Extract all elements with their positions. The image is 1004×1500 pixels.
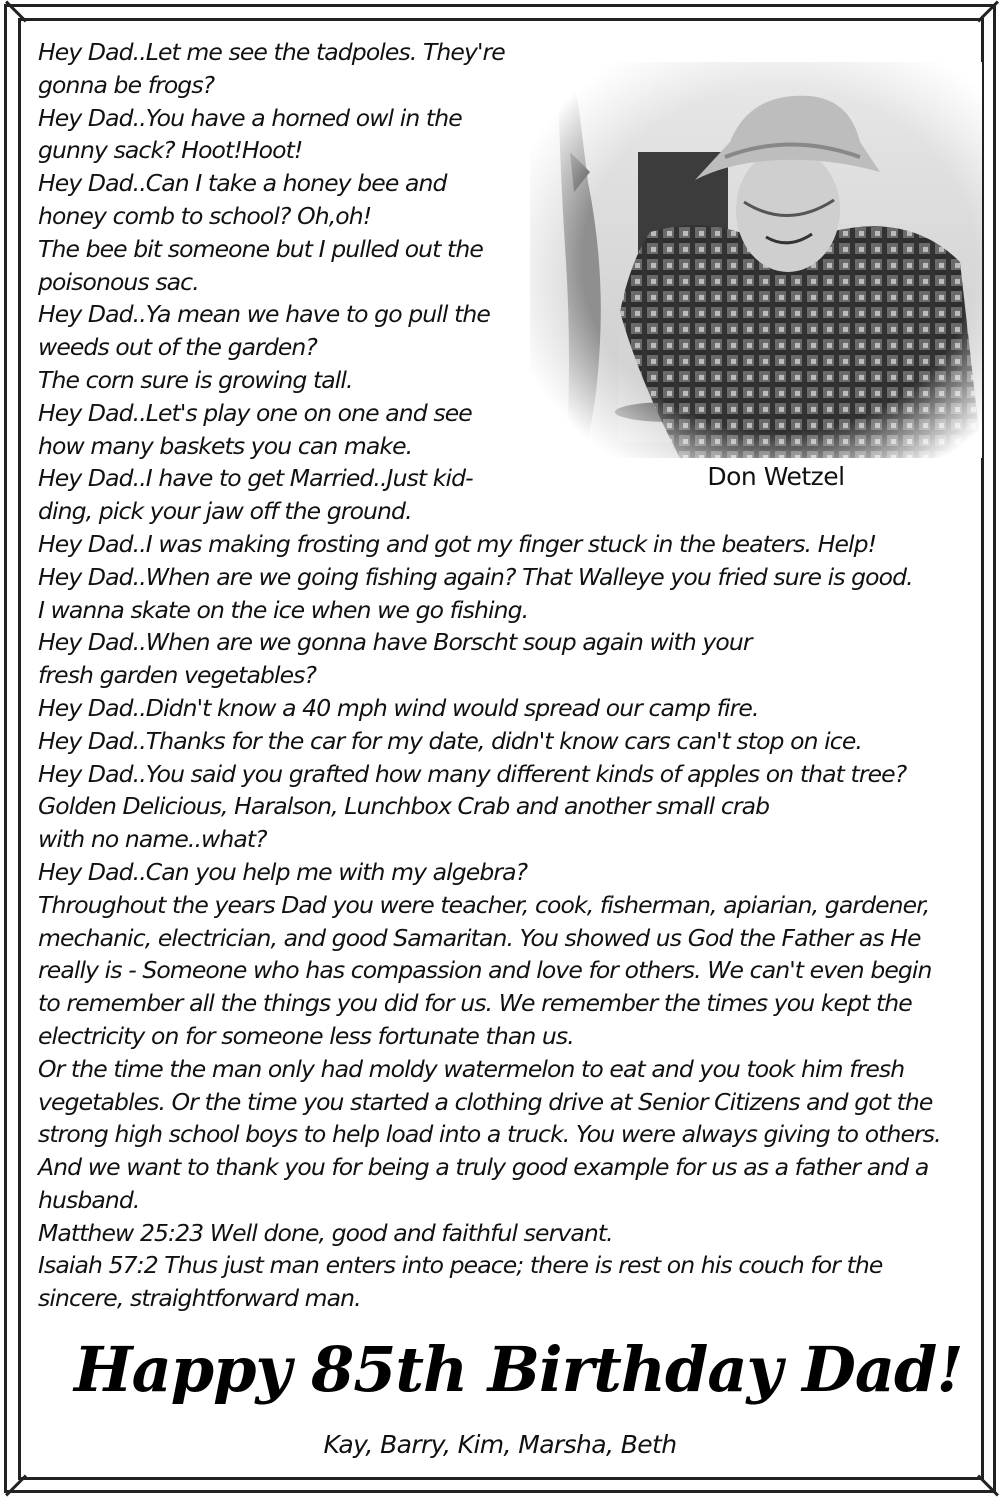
message-line: Hey Dad..Thanks for the car for my date, didn't know cars can't stop on ice. [38,726,862,755]
message-line: really is - Someone who has compassion and love for others. We can't even begin [38,956,932,985]
message-line: ding, pick your jaw off the ground. [38,497,412,526]
message-line: mechanic, electrician, and good Samaritan. You showed us God the Father as He [38,923,921,952]
message-line: gunny sack? Hoot!Hoot! [38,136,303,165]
message-line: Hey Dad..Ya mean we have to go pull the [38,300,490,329]
message-line: honey comb to school? Oh,oh! [38,201,372,230]
message-line: sincere, straightforward man. [38,1284,361,1313]
message-line: Or the time the man only had moldy watermelon to eat and you took him fresh [38,1054,905,1083]
message-line: The bee bit someone but I pulled out the [38,234,483,263]
message-line: The corn sure is growing tall. [38,365,353,394]
message-text [38,36,998,1315]
message-line: how many baskets you can make. [38,431,413,460]
message-line: Hey Dad..When are we going fishing again? That Walleye you fried sure is good. [38,562,913,591]
message-line: strong high school boys to help load into a truck. You were always giving to others. [38,1120,941,1149]
photo-caption: Don Wetzel [707,462,845,491]
message-line: Hey Dad..I was making frosting and got my finger stuck in the beaters. Help! [38,529,877,558]
message-line: Isaiah 57:2 Thus just man enters into peace; there is rest on his couch for the [38,1251,883,1280]
message-line: Hey Dad..When are we gonna have Borscht soup again with your [38,628,752,657]
message-line: Hey Dad..Can I take a honey bee and [38,169,447,198]
message-line: Hey Dad..Can you help me with my algebra? [38,857,528,886]
message-line: poisonous sac. [38,267,199,296]
message-line: vegetables. Or the time you started a clothing drive at Senior Citizens and got the [38,1087,933,1116]
message-line: Hey Dad..You have a horned owl in the [38,103,462,132]
message-line: husband. [38,1185,140,1214]
message-line: weeds out of the garden? [38,333,318,362]
message-line: And we want to thank you for being a truly good example for us as a father and a [38,1153,929,1182]
message-line: to remember all the things you did for us. We remember the times you kept the [38,989,912,1018]
message-line: Matthew 25:23 Well done, good and faithful servant. [38,1218,613,1247]
signatures: Kay, Barry, Kim, Marsha, Beth [323,1430,677,1459]
message-line: Throughout the years Dad you were teacher, cook, fisherman, apiarian, gardener, [38,890,930,919]
message-line: Hey Dad..I have to get Married..Just kid- [38,464,473,493]
message-line: with no name..what? [38,825,267,854]
message-line: Golden Delicious, Haralson, Lunchbox Crab and another small crab [38,792,770,821]
message-line: Hey Dad..Didn't know a 40 mph wind would spread our camp fire. [38,693,759,722]
message-line: Hey Dad..You said you grafted how many different kinds of apples on that tree? [38,759,907,788]
message-line: Hey Dad..Let's play one on one and see [38,398,472,427]
message-line: I wanna skate on the ice when we go fishing. [38,595,529,624]
message-line: gonna be frogs? [38,70,215,99]
message-line: Hey Dad..Let me see the tadpoles. They're [38,38,505,66]
headline: Happy 85th Birthday Dad! [74,1333,963,1406]
message-line: fresh garden vegetables? [38,661,317,690]
message-line: electricity on for someone less fortunate than us. [38,1021,574,1050]
